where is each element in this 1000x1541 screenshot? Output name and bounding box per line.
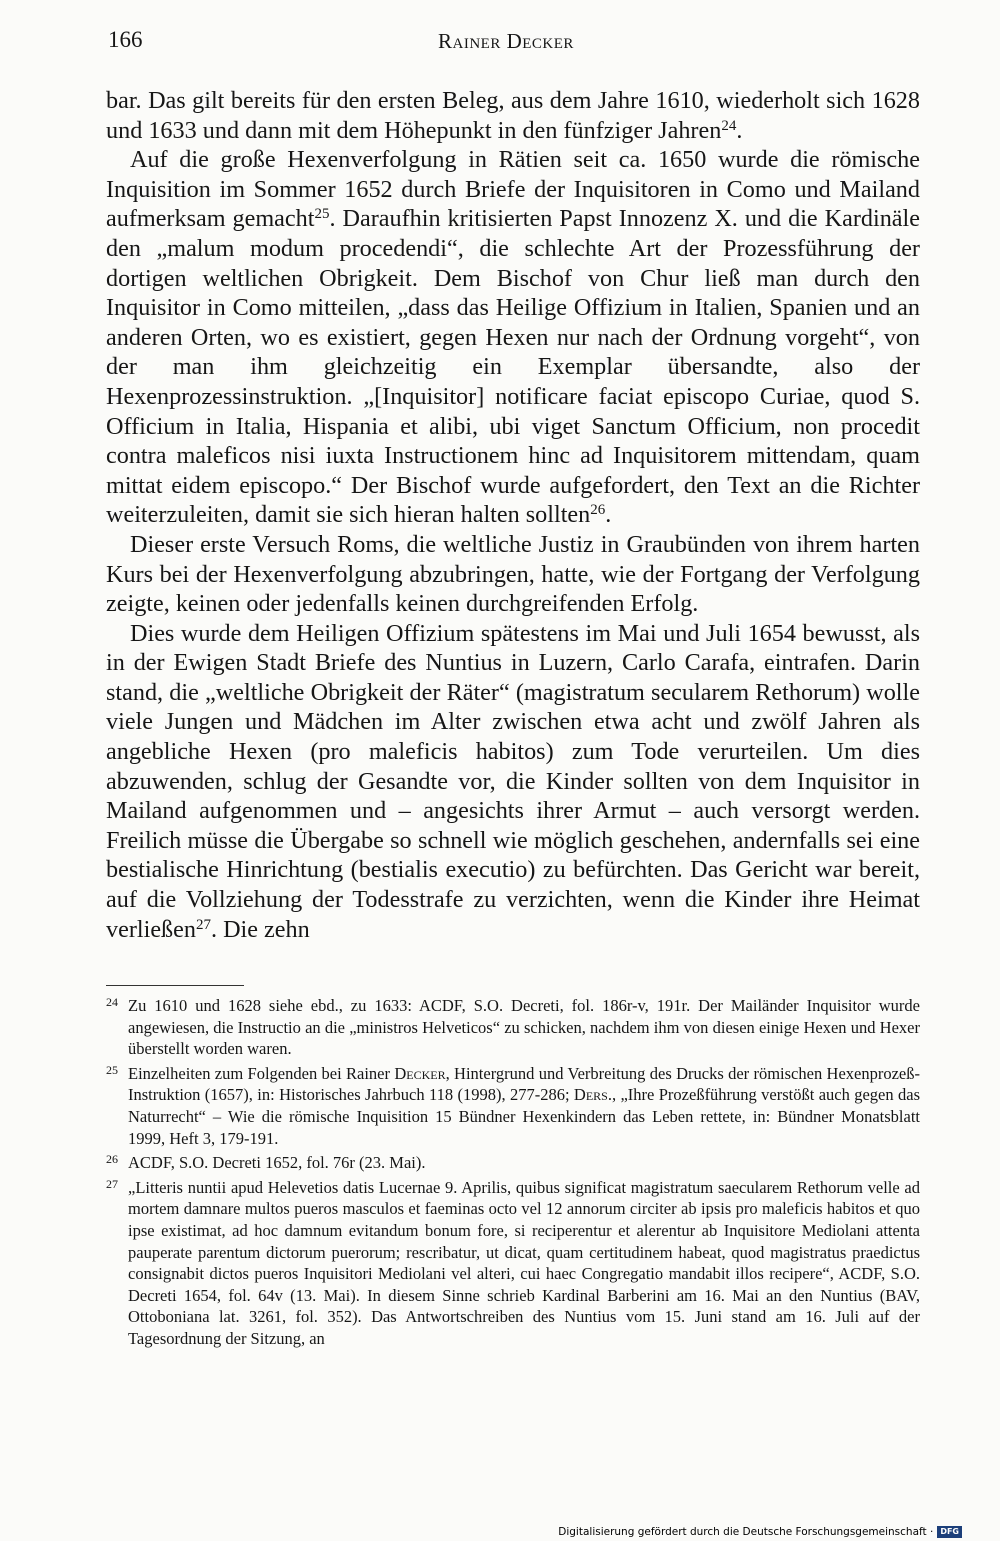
footnote-ref-24[interactable]: 24 [721,117,737,134]
footnote-number: 27 [106,1176,118,1191]
paragraph-4: Dies wurde dem Heiligen Offizium spätestens im Mai und Juli 1654 bewusst, als in der Ewigen Stadt Briefe des Nuntius in Luzern, Carlo Carafa, eintrafen. Darin stand, die „weltliche Obrigkeit der Räter“ (magistratum secularem Rethorum) wolle viele Jungen und Mädchen im Alter zwischen etwa acht und zwölf Jahren als angebliche Hexen (pro maleficis habitos) zum Tode verurteilen. Um dies abzuwenden, schlug der Gesandte vor, die Kinder sollten von dem Inquisitor in Mailand aufgenommen und – angesichts ihrer Armut – auch versorgt werden. Freilich müsse die Übergabe so schnell wie möglich geschehen, andernfalls sei eine bestialische Hinrichtung (bestialis executio) zu befürchten. Das Gericht war bereit, auf die Vollziehung der Todesstrafe zu verzichten, wenn die Kinder ihre Heimat verließen$^{27}$. Die zehn [106,619,920,943]
footnote-number: 25 [106,1062,118,1077]
paragraph-1: bar. Das gilt bereits für den ersten Beleg, aus dem Jahre 1610, wiederholt sich 1628 und 1633 und dann mit dem Höhepunkt in den fünfziger Jahren$^{24}$. [106,87,920,144]
footnote-number: 24 [106,995,118,1009]
dfg-logo-icon: DFG [937,1526,962,1538]
footnote-ref-25[interactable]: 25 [314,206,330,223]
paragraph-3: Dieser erste Versuch Roms, die weltliche Justiz in Graubünden von ihrem harten Kurs bei der Hexenverfolgung abzubringen, hatte, wie der Fortgang der Verfolgung zeigte, keinen oder jedenfalls keinen durchgreifenden Erfolg. [106,530,920,618]
footnote-divider [106,985,244,986]
credit-text: Digitalisierung gefördert durch die Deutsche Forschungsgemeinschaft · [558,1526,934,1538]
footnote-25: 25 Einzelheiten zum Folgenden bei Rainer Decker, Hintergrund und Verbreitung des Drucks der römischen Hexenprozeß-Instruktion (1657), in: Historisches Jahrbuch 118 (1998), 277-286; Ders., „Ihre Prozeßführung verstößt auch gegen das Naturrecht“ – Wie die römische Inquisition 15 Bündner Hexenkindern das Leben rettete, in: Bündner Monatsblatt 1999, Heft 3, 179-191. [106,1063,920,1149]
footnote-27: 27 „Litteris nuntii apud Helevetios datis Lucernae 9. Aprilis, quibus significat magistratum saecularem Rethorum velle ad mortem damnare multos pueros masculos et faeminas octo vel 12 annorum circiter ab ipsis pro maleficis habitos et quo ipse existimat, ad hoc damnum evitandum bonum fore, si reciperentur et alerentur ab Inquisitore Mediolani attenta pauperate parentum dictorum puerorum; rescribatur, ut dicat, quam certitudinem habeat, quod magistratus praedictus consignabit dictos pueros Inquisitori Mediolani vel alteri, cui haec Congregatio mandabit illos recipere“, ACDF, S.O. Decreti 1654, fol. 64v (13. Mai). In diesem Sinne schrieb Kardinal Barberini am 16. Mai an den Nuntius (BAV, Ottoboniana lat. 3261, fol. 352). Das Antwortschreiben des Nuntius vom 15. Juni stand am 16. Juli auf der Tagesordnung der Sitzung, an [106,1177,920,1350]
page-number: 166 [108,27,143,52]
running-head: Rainer Decker [438,29,574,53]
footnote-26: 26 ACDF, S.O. Decreti 1652, fol. 76r (23. Mai). [106,1152,920,1174]
footnote-number: 26 [106,1152,118,1167]
footnote-ref-27[interactable]: 27 [195,916,211,933]
body-text [106,86,920,944]
footnote-24: 24 Zu 1610 und 1628 siehe ebd., zu 1633: ACDF, S.O. Decreti, fol. 186r-v, 191r. Der Mailänder Inquisitor wurde angewiesen, die Instructio an die „ministros Helveticos“ zu schicken, nachdem ihm von diesen einige Hexen und Hexer überstellt worden waren. [106,995,920,1060]
author-name: Decker [394,1063,446,1083]
footnotes [106,995,920,1353]
footnote-ref-26[interactable]: 26 [590,502,606,519]
paragraph-2: Auf die große Hexenverfolgung in Rätien seit ca. 1650 wurde die römische Inquisition im Sommer 1652 durch Briefe der Inquisitoren in Como und Mailand aufmerksam gemacht$^{25}$. Daraufhin kritisierten Papst Innozenz X. und die Kardinäle den „malum modum procedendi“, die schlechte Art der Prozessführung der dortigen weltlichen Obrigkeit. Dem Bischof von Chur ließ man durch den Inquisitor in Como mitteilen, „dass das Heilige Offizium in Italien, Spanien und an anderen Orten, wo es existiert, gegen Hexen nur nach der Ordnung vorgeht“, von der man ihm gleichzeitig ein Exemplar übersandte, also der Hexenprozessinstruktion. „[Inquisitor] notificare faciat episcopo Curiae, quod S. Officium in Italia, Hispania et alibi, ubi viget Sanctum Officium, non procedit contra maleficos nisi iuxta Instructionem hinc ad Inquisitorem mittendam, quam mittat eidem episcopo.“ Der Bischof wurde aufgefordert, den Text an die Richter weiterzuleiten, damit sie sich hieran halten sollten$^{26}$. [106,146,920,529]
digitization-credit [558,1526,962,1538]
page-header [108,27,920,61]
author-ditto: Ders [573,1085,608,1105]
